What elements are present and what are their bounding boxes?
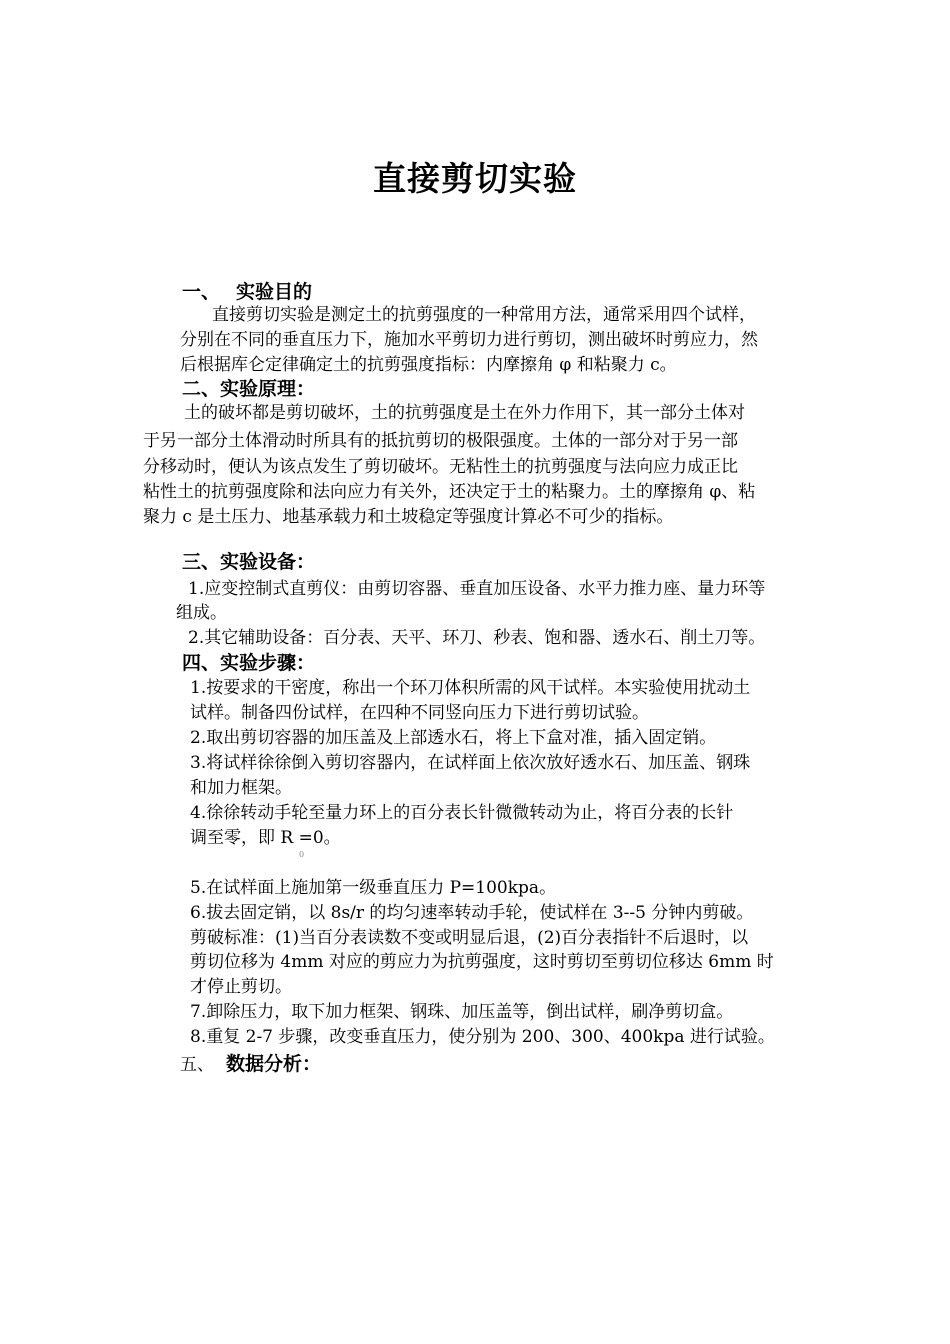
section-1-number: 一、 [182, 281, 221, 303]
section-4-line: 调至零，即 R =0。 [190, 828, 341, 848]
section-4-line: 试样。制备四份试样，在四种不同竖向压力下进行剪切试验。 [190, 703, 649, 723]
section-2-line: 粘性土的抗剪强度除和法向应力有关外，还决定于土的粘聚力。土的摩擦角 φ、粘 [143, 482, 756, 502]
section-4-line: 剪破标准：(1)当百分表读数不变或明显后退，(2)百分表指针不后退时，以 [190, 928, 749, 948]
section-4-line: 和加力框架。 [190, 778, 292, 798]
section-4-line: 4.徐徐转动手轮至量力环上的百分表长针微微转动为止，将百分表的长针 [190, 803, 734, 823]
section-4-line: 6.拔去固定销，以 8s/r 的均匀速率转动手轮，使试样在 3--5 分钟内剪破。 [190, 903, 754, 923]
section-2-line: 土的破坏都是剪切破坏，土的抗剪强度是土在外力作用下，其一部分土体对 [184, 403, 745, 423]
section-4-line: 2.取出剪切容器的加压盖及上部透水石，将上下盒对准，插入固定销。 [190, 728, 717, 748]
section-4-line: 7.卸除压力，取下加力框架、钢珠、加压盖等，倒出试样，刷净剪切盒。 [190, 1002, 734, 1022]
section-4-line: 才停止剪切。 [190, 977, 292, 997]
section-2-line: 聚力 c 是土压力、地基承载力和土坡稳定等强度计算必不可少的指标。 [143, 507, 674, 527]
section-1-line: 分别在不同的垂直压力下，施加水平剪切力进行剪切，测出破坏时剪应力，然 [180, 330, 758, 350]
section-4-line: 8.重复 2-7 步骤，改变垂直压力，使分别为 200、300、400kpa 进行试验。 [190, 1027, 775, 1047]
section-4-line: 1.按要求的干密度，称出一个环刀体积所需的风干试样。本实验使用扰动土 [190, 678, 751, 698]
section-4-line: 3.将试样徐徐倒入剪切容器内，在试样面上依次放好透水石、加压盖、钢珠 [190, 753, 751, 773]
section-1-title: 实验目的 [236, 281, 313, 303]
section-5-title: 数据分析： [226, 1053, 322, 1075]
section-2-line: 于另一部分土体滑动时所具有的抵抗剪切的极限强度。土体的一部分对于另一部 [143, 431, 738, 451]
section-4-line: 剪切位移为 4mm 对应的剪应力为抗剪强度，这时剪切至剪切位移达 6mm 时 [190, 952, 774, 972]
section-2-heading: 二、实验原理： [182, 378, 316, 400]
stray-mark: 0 [299, 850, 305, 859]
section-3-heading: 三、实验设备： [182, 551, 316, 573]
section-4-heading: 四、实验步骤： [182, 652, 316, 674]
section-3-line: 1.应变控制式直剪仪：由剪切容器、垂直加压设备、水平力推力座、量力环等 [188, 579, 766, 599]
section-5-number: 五、 [180, 1055, 214, 1075]
section-1-line: 直接剪切实验是测定土的抗剪强度的一种常用方法，通常采用四个试样， [212, 305, 756, 325]
section-2-line: 分移动时，便认为该点发生了剪切破坏。无粘性土的抗剪强度与法向应力成正比 [143, 457, 738, 477]
section-3-line: 2.其它辅助设备：百分表、天平、环刀、秒表、饱和器、透水石、削土刀等。 [188, 628, 766, 648]
document-title: 直接剪切实验 [373, 159, 577, 198]
section-1-line: 后根据库仑定律确定土的抗剪强度指标：内摩擦角 φ 和粘聚力 c。 [180, 355, 677, 375]
section-3-line: 组成。 [176, 603, 227, 623]
section-4-line: 5.在试样面上施加第一级垂直压力 P=100kpa。 [190, 878, 557, 898]
section-5-heading [180, 1052, 321, 1077]
section-1-heading [182, 280, 312, 304]
